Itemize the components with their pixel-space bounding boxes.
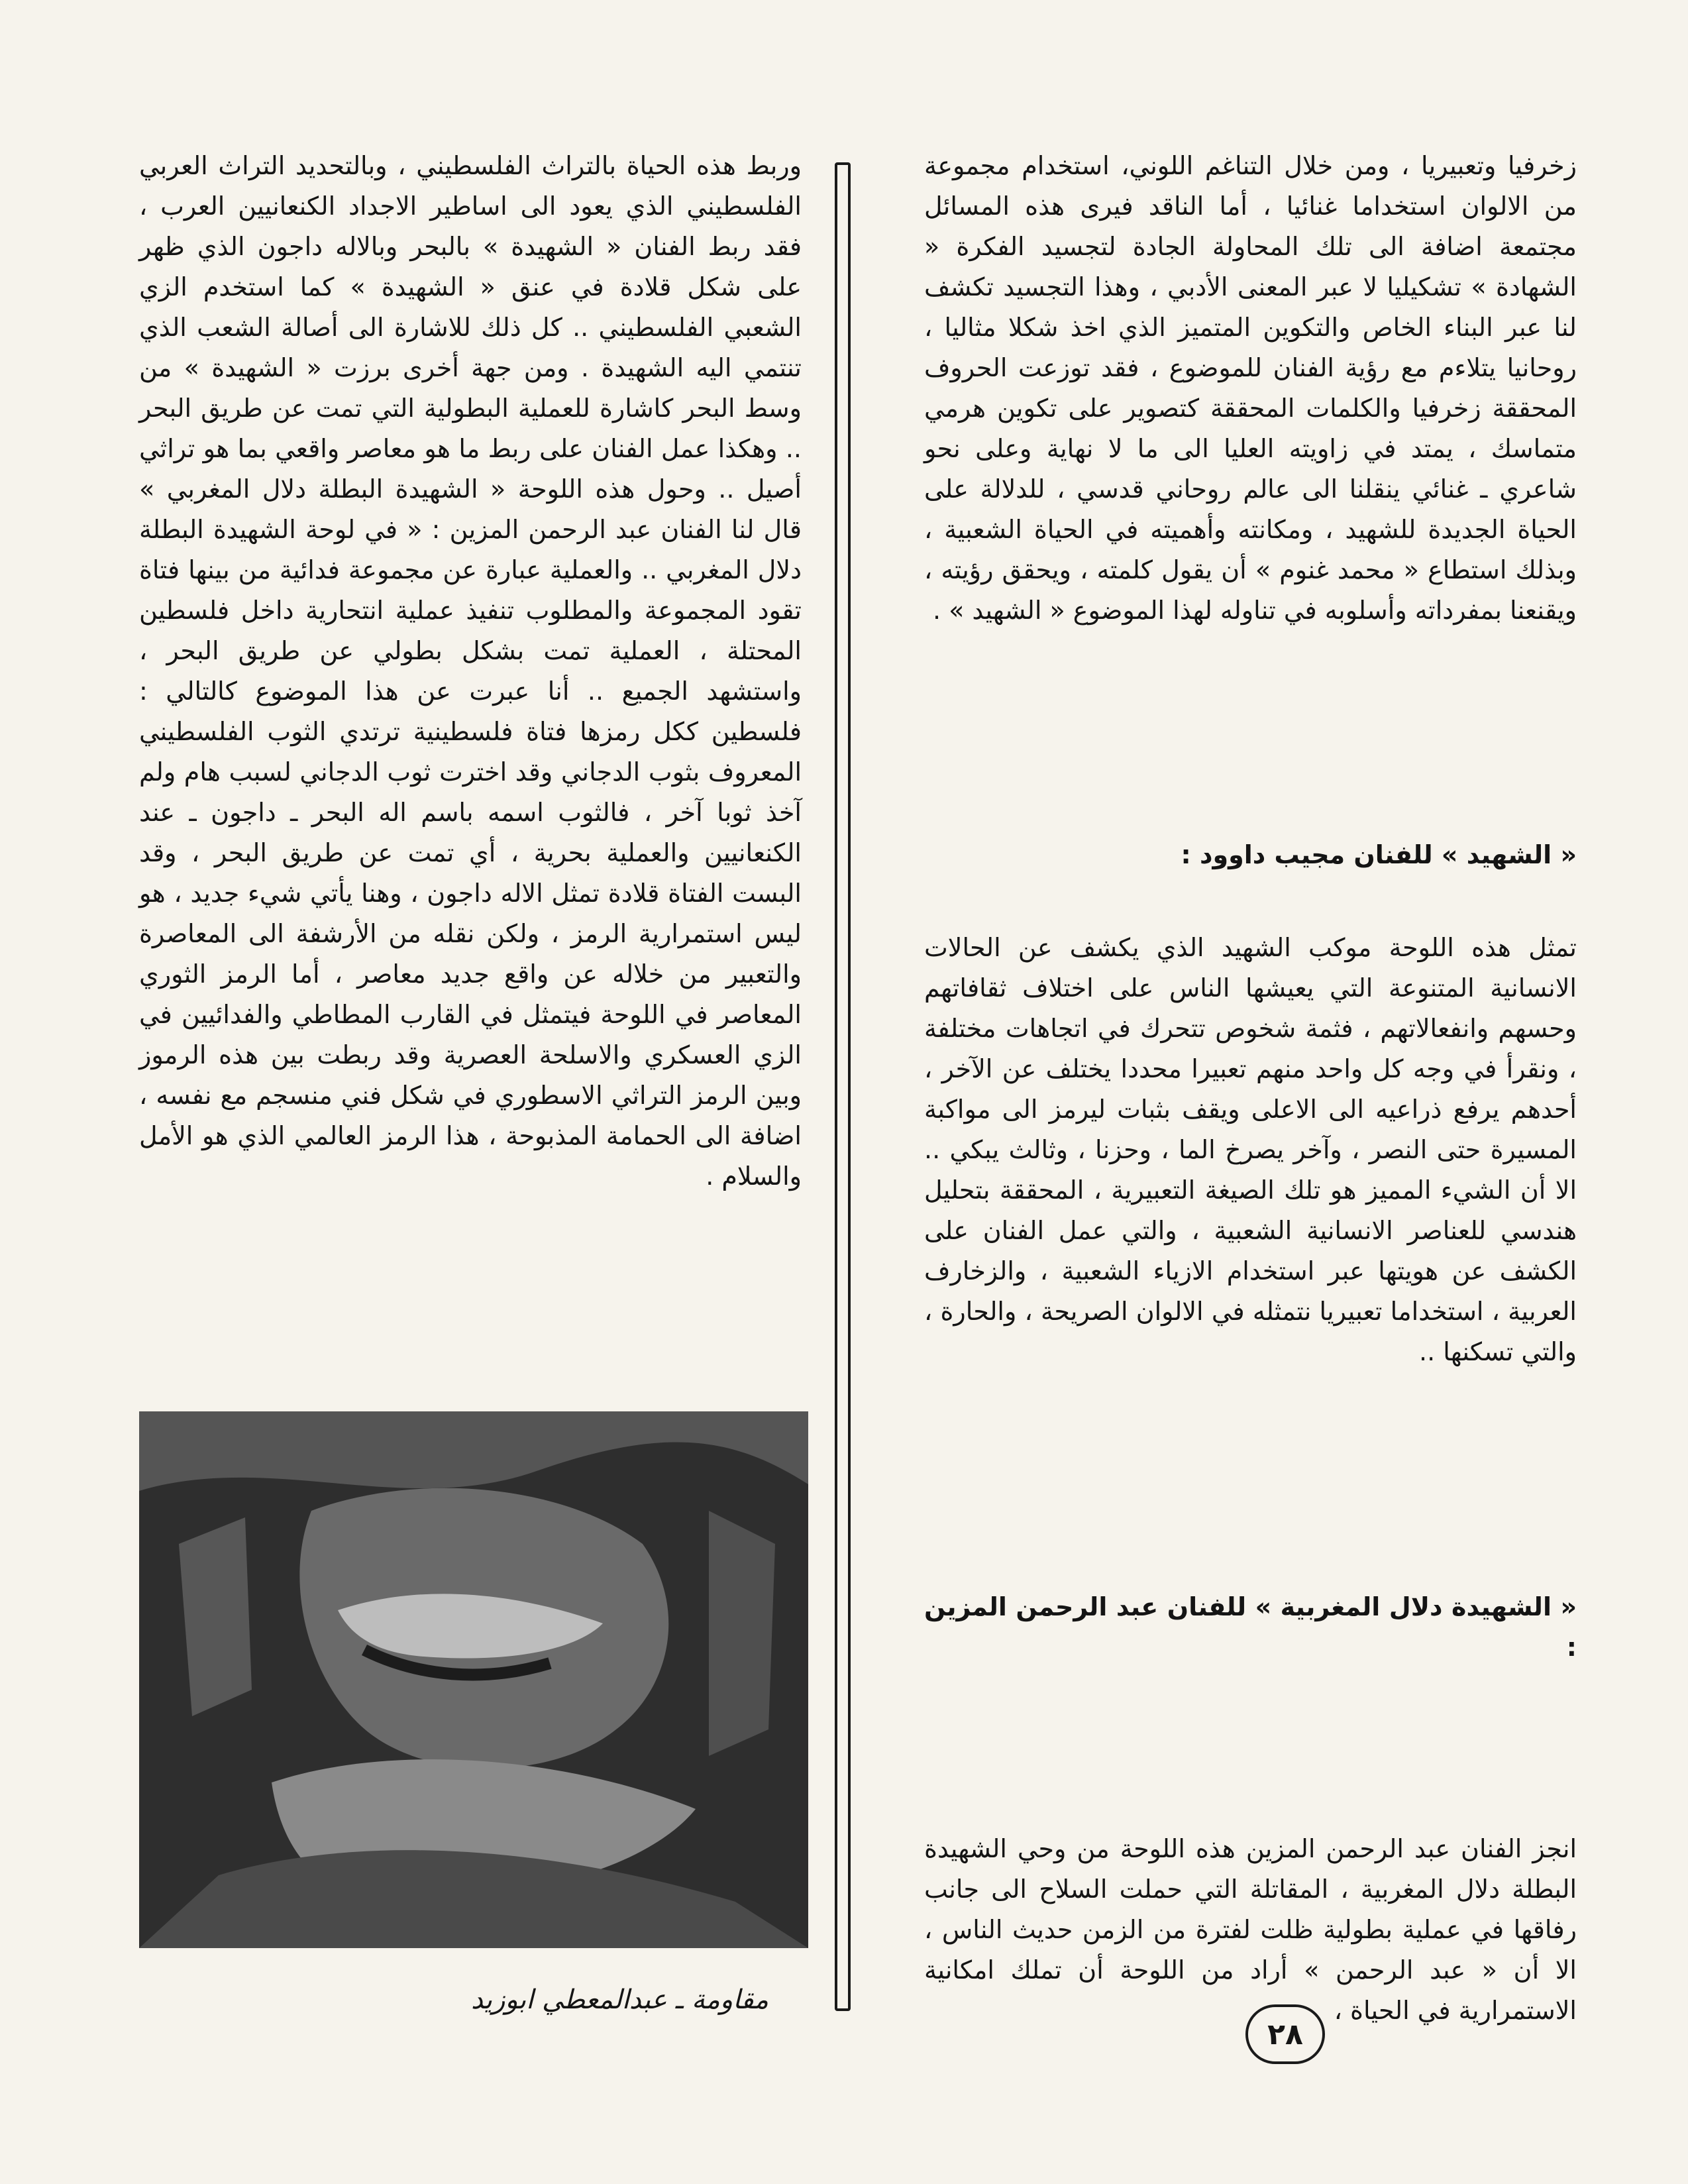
section-1-body: [924, 928, 1577, 1372]
section-2-text: انجز الفنان عبد الرحمن المزين هذه اللوحة من وحي الشهيدة البطلة دلال المغربية ، المقاتلة التي حملت السلاح الى جانب رفاقها في عملية بطولية ظلت لفترة من الزمن حديث الناس ، الا أن « عبد الرحمن » أراد من اللوحة أن تملك امكانية الاستمرارية في الحياة ،: [924, 1834, 1577, 2025]
section-2-body: [924, 1829, 1577, 2031]
artwork-image: [139, 1411, 808, 1948]
artwork-photo: [139, 1411, 808, 1948]
right-column-intro: [924, 146, 1577, 631]
column-divider: [835, 162, 851, 2011]
section-heading-dalal: [924, 1587, 1577, 1668]
left-column: [139, 146, 802, 1197]
figure-caption: مقاومة ـ عبدالمعطي ابوزيد: [470, 1985, 768, 2015]
heading-1: « الشهيد » للفنان مجيب داوود :: [1181, 840, 1577, 869]
section-heading-martyr: [924, 835, 1577, 875]
heading-2: « الشهيدة دلال المغربية » للفنان عبد الرحمن المزين :: [924, 1592, 1577, 1662]
section-1-text: تمثل هذه اللوحة موكب الشهيد الذي يكشف عن الحالات الانسانية المتنوعة التي يعيشها الناس على اختلاف ثقافاتهم وحسهم وانفعالاتهم ، فثمة شخوص تتحرك في اتجاهات مختلفة ، ونقرأ في وجه كل واحد منهم تعبيرا محددا يختلف عن الآخر ، أحدهم يرفع ذراعيه الى الاعلى ويقف بثبات ليرمز الى مواكبة المسيرة حتى النصر ، وآخر يصرخ الما ، وحزنا ، وثالث يبكي .. الا أن الشيء المميز هو تلك الصيغة التعبيرية ، المحققة بتحليل هندسي للعناصر الانسانية الشعبية ، والتي عمل الفنان على الكشف عن هويتها عبر استخدام الازياء الشعبية ، والزخارف العربية ، استخداما تعبيريا نتمثله في الالوان الصريحة ، والحارة ، والتي تسكنها ..: [924, 933, 1577, 1366]
left-column-text: وربط هذه الحياة بالتراث الفلسطيني ، وبالتحديد التراث العربي الفلسطيني الذي يعود الى اساطير الاجداد الكنعانيين العرب ، فقد ربط الفنان « الشهيدة » بالبحر وبالاله داجون الذي ظهر على شكل قلادة في عنق « الشهيدة » كما استخدم الزي الشعبي الفلسطيني .. كل ذلك للاشارة الى أصالة الشعب الذي تنتمي اليه الشهيدة . ومن جهة أخرى برزت « الشهيدة » من وسط البحر كاشارة للعملية البطولية التي تمت عن طريق البحر .. وهكذا عمل الفنان على ربط ما هو معاصر واقعي بما هو تراثي أصيل .. وحول هذه اللوحة « الشهيدة البطلة دلال المغربي » قال لنا الفنان عبد الرحمن المزين : « في لوحة الشهيدة البطلة دلال المغربي .. والعملية عبارة عن مجموعة فدائية من بينها فتاة تقود المجموعة والمطلوب تنفيذ عملية انتحارية داخل فلسطين المحتلة ، العملية تمت بشكل بطولي عن طريق البحر ، واستشهد الجميع .. أنا عبرت عن هذا الموضوع كالتالي : فلسطين ككل رمزها فتاة فلسطينية ترتدي الثوب الفلسطيني المعروف بثوب الدجاني وقد اخترت ثوب الدجاني لسبب هام ولم آخذ ثوبا آخر ، فالثوب اسمه باسم اله البحر ـ داجون ـ عند الكنعانيين والعملية بحرية ، أي تمت عن طريق البحر ، وقد البست الفتاة قلادة تمثل الاله داجون ، وهنا يأتي شيء جديد ، هو ليس استمرارية الرمز ، ولكن نقله من الأرشفة الى المعاصرة والتعبير من خلاله عن واقع جديد معاصر ، أما الرمز الثوري المعاصر في اللوحة فيتمثل في القارب المطاطي والفدائيين في الزي العسكري والاسلحة العصرية وقد ربطت بين هذه الرموز وبين الرمز التراثي الاسطوري في شكل فني منسجم مع نفسه ، اضافة الى الحمامة المذبوحة ، هذا الرمز العالمي الذي هو الأمل والسلام .: [139, 151, 802, 1191]
intro-paragraph: زخرفيا وتعبيريا ، ومن خلال التناغم اللوني، استخدام مجموعة من الالوان استخداما غنائيا ، أما الناقد فيرى هذه المسائل مجتمعة اضافة الى تلك المحاولة الجادة لتجسيد الفكرة « الشهادة » تشكيليا لا عبر المعنى الأدبي ، وهذا التجسيد تكشف لنا عبر البناء الخاص والتكوين المتميز الذي اخذ شكلا مثاليا ، روحانيا يتلاءم مع رؤية الفنان للموضوع ، فقد توزعت الحروف المحققة زخرفيا والكلمات المحققة كتصوير على تكوين هرمي متماسك ، يمتد في زاويته العليا الى ما لا نهاية وعلى نحو شاعري ـ غنائي ينقلنا الى عالم روحاني قدسي ، للدلالة على الحياة الجديدة للشهيد ، ومكانته وأهميته في الحياة الشعبية ، وبذلك استطاع « محمد غنوم » أن يقول كلمته ، ويحقق رؤيته ، ويقنعنا بمفرداته وأسلوبه في تناوله لهذا الموضوع « الشهيد » .: [924, 151, 1577, 625]
page-number: ٢٨: [1245, 2004, 1325, 2064]
